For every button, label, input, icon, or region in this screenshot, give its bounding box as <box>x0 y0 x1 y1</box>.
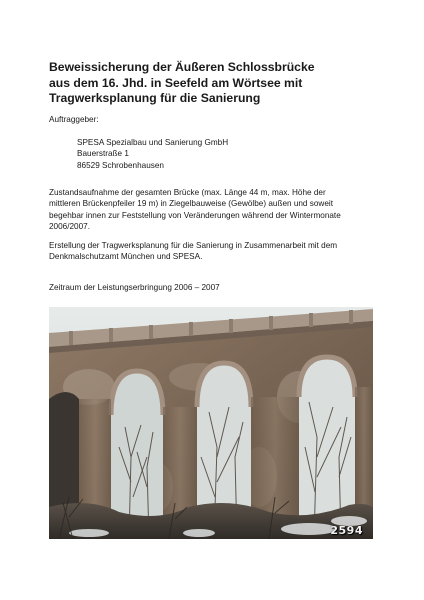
photo-number: 2594 <box>330 524 363 537</box>
document-title <box>49 60 379 107</box>
survey-line-1: Zustandsaufnahme der gesamten Brücke (max. Länge 44 m, max. Höhe der <box>49 188 326 197</box>
planning-line-2: Denkmalschutzamt München und SPESA. <box>49 252 203 262</box>
planning-line-1: Erstellung der Tragwerksplanung für die Sanierung in Zusammenarbeit mit dem <box>49 241 338 250</box>
title-line-1: Beweissicherung der Äußeren Schlossbrücke <box>49 60 315 74</box>
client-street: Bauerstraße 1 <box>77 149 129 159</box>
survey-paragraph <box>49 187 379 232</box>
period-line: Zeitraum der Leistungserbringung 2006 – 2007 <box>49 283 220 292</box>
survey-line-2: mittleren Brückenpfeiler 19 m) in Ziegelbauweise (Gewölbe) außen und soweit <box>49 199 333 209</box>
period-paragraph <box>49 282 379 293</box>
bridge-photo <box>49 307 373 539</box>
title-line-3: Tragwerksplanung für die Sanierung <box>49 91 261 105</box>
planning-paragraph <box>49 240 379 263</box>
survey-line-4: 2006/2007. <box>49 221 90 231</box>
survey-line-3: begehbar innen zur Feststellung von Veränderungen während der Wintermonate <box>49 210 341 220</box>
client-name: SPESA Spezialbau und Sanierung GmbH <box>77 138 229 147</box>
bridge-photo-illustration <box>49 307 373 539</box>
client-label: Auftraggeber: <box>49 115 99 124</box>
client-address <box>77 137 228 171</box>
client-city: 86529 Schrobenhausen <box>77 160 164 170</box>
title-line-2: aus dem 16. Jhd. in Seefeld am Wörtsee mit <box>49 75 303 90</box>
